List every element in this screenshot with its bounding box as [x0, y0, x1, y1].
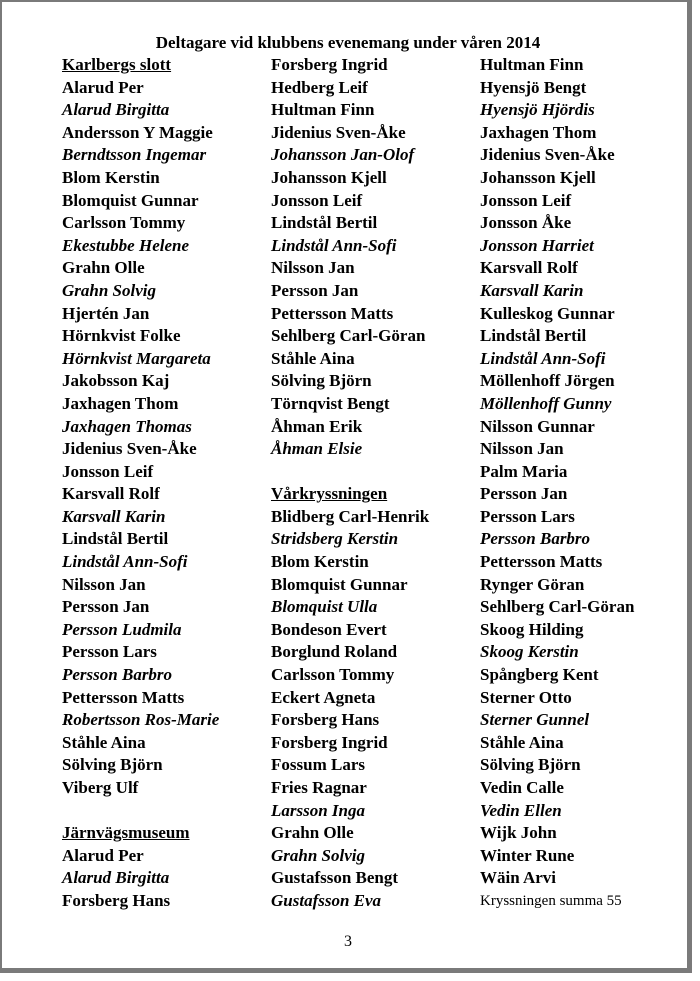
participant-name: Palm Maria: [480, 461, 568, 481]
participant-name: Sehlberg Carl-Göran: [271, 326, 426, 346]
participant-name: Johansson Kjell: [271, 167, 387, 187]
guest-name: Alarud Birgitta: [62, 100, 170, 120]
participant-name: Viberg Ulf: [62, 778, 139, 797]
guest-name: Ekestubbe Helene: [62, 235, 190, 255]
participant-name: Persson Jan: [480, 484, 568, 504]
guest-name: Alarud Birgitta: [62, 868, 170, 888]
guest-name: Blomquist Ulla: [271, 597, 378, 617]
guest-name: Berndtsson Ingemar: [62, 145, 207, 165]
participant-name: Blomquist Gunnar: [62, 190, 199, 210]
participant-name: Jidenius Sven-Åke: [480, 145, 615, 165]
participant-name: Jidenius Sven-Åke: [271, 122, 406, 142]
participant-name: Fries Ragnar: [271, 778, 367, 797]
participant-name: Sehlberg Carl-Göran: [480, 597, 635, 617]
event-heading: Karlbergs slott: [62, 55, 172, 74]
participant-name: Jidenius Sven-Åke: [62, 439, 197, 459]
participant-name: Alarud Per: [62, 77, 144, 97]
participant-name: Hyensjö Bengt: [480, 77, 587, 97]
participant-name: Rynger Göran: [480, 574, 585, 594]
participant-name: Wäin Arvi: [480, 868, 557, 888]
participant-name: Wijk John: [480, 823, 557, 843]
participant-name: Kulleskog Gunnar: [480, 303, 615, 323]
participant-name: Hjertén Jan: [62, 303, 150, 323]
guest-name: Gustafsson Eva: [271, 890, 382, 910]
participant-name: Persson Jan: [62, 597, 150, 617]
participant-name: Spångberg Kent: [480, 665, 599, 685]
participant-name: Sölving Björn: [271, 371, 372, 391]
participant-name: Borglund Roland: [271, 642, 398, 662]
participant-name: Jonsson Åke: [480, 213, 572, 233]
participant-name: Pettersson Matts: [480, 552, 603, 572]
guest-name: Grahn Solvig: [271, 845, 365, 865]
guest-name: Persson Barbro: [480, 529, 591, 549]
participant-name: Blidberg Carl-Henrik: [271, 506, 430, 526]
participant-name: Eckert Agneta: [271, 687, 376, 707]
guest-name: Jonsson Harriet: [480, 235, 594, 255]
participant-name: Blom Kerstin: [62, 167, 160, 187]
participant-column-2: [271, 54, 481, 913]
participant-name: Möllenhoff Jörgen: [480, 371, 615, 391]
guest-name: Jaxhagen Thomas: [62, 416, 192, 436]
guest-name: Lindstål Ann-Sofi: [480, 348, 606, 368]
event-heading: Järnvägsmuseum: [62, 823, 190, 843]
participant-name: Forsberg Hans: [271, 710, 380, 730]
participant-name: Carlsson Tommy: [271, 665, 395, 685]
guest-name: Hyensjö Hjördis: [480, 100, 595, 120]
summary-line: Kryssningen summa 55: [480, 892, 622, 909]
participant-name: Lindstål Bertil: [480, 326, 587, 346]
guest-name: Larsson Inga: [271, 800, 366, 820]
participant-name: Jonsson Leif: [480, 190, 572, 210]
participant-name: Sölving Björn: [62, 755, 163, 775]
participant-name: Blom Kerstin: [271, 552, 369, 572]
participant-name: Hultman Finn: [271, 100, 375, 120]
participant-name: Persson Lars: [62, 642, 157, 662]
participant-name: Carlsson Tommy: [62, 213, 186, 233]
participant-name: Sterner Otto: [480, 687, 572, 707]
participant-name: Alarud Per: [62, 845, 144, 865]
participant-name: Pettersson Matts: [62, 687, 185, 707]
guest-name: Grahn Solvig: [62, 280, 156, 300]
participant-name: Sölving Björn: [480, 755, 581, 775]
guest-name: Johansson Jan-Olof: [271, 145, 415, 165]
participant-name: Jonsson Leif: [62, 461, 154, 481]
event-heading: Vårkryssningen: [271, 484, 388, 504]
participant-name: Blomquist Gunnar: [271, 574, 408, 594]
guest-name: Möllenhoff Gunny: [480, 393, 612, 413]
participant-name: Hörnkvist Folke: [62, 326, 181, 346]
participant-name: Pettersson Matts: [271, 303, 394, 323]
participant-name: Hultman Finn: [480, 55, 584, 74]
guest-name: Lindstål Ann-Sofi: [271, 235, 397, 255]
participant-name: Winter Rune: [480, 845, 575, 865]
participant-name: Johansson Kjell: [480, 167, 596, 187]
participant-name: Nilsson Gunnar: [480, 416, 595, 436]
participant-name: Hedberg Leif: [271, 77, 368, 97]
participant-column-3: [480, 54, 690, 913]
participant-name: Gustafsson Bengt: [271, 868, 399, 888]
guest-name: Lindstål Ann-Sofi: [62, 552, 188, 572]
participant-name: Nilsson Jan: [62, 574, 146, 594]
participant-name: Forsberg Ingrid: [271, 732, 388, 752]
guest-name: Karsvall Karin: [62, 506, 166, 526]
guest-name: Stridsberg Kerstin: [271, 529, 399, 549]
participant-name: Jaxhagen Thom: [480, 122, 597, 142]
participant-name: Bondeson Evert: [271, 619, 387, 639]
guest-name: Hörnkvist Margareta: [62, 348, 211, 368]
guest-name: Åhman Elsie: [271, 439, 363, 459]
participant-name: Persson Lars: [480, 506, 575, 526]
participant-name: Skoog Hilding: [480, 619, 584, 639]
participant-name: Ståhle Aina: [480, 732, 564, 752]
guest-name: Sterner Gunnel: [480, 710, 590, 730]
participant-name: Åhman Erik: [271, 416, 363, 436]
guest-name: Skoog Kerstin: [480, 642, 579, 662]
guest-name: Persson Ludmila: [62, 619, 182, 639]
guest-name: Karsvall Karin: [480, 280, 584, 300]
participant-name: Ståhle Aina: [62, 732, 146, 752]
participant-name: Lindstål Bertil: [62, 529, 169, 549]
participant-name: Jonsson Leif: [271, 190, 363, 210]
participant-name: Grahn Olle: [271, 823, 354, 843]
guest-name: Robertsson Ros-Marie: [62, 710, 220, 730]
participant-name: Ståhle Aina: [271, 348, 355, 368]
participant-name: Nilsson Jan: [480, 439, 564, 459]
participant-name: Lindstål Bertil: [271, 213, 378, 233]
page-number: 3: [344, 933, 352, 950]
participant-name: Andersson Y Maggie: [62, 122, 213, 142]
participant-column-1: [62, 54, 272, 913]
participant-name: Nilsson Jan: [271, 258, 355, 278]
blank-line: [62, 800, 272, 823]
participant-name: Forsberg Ingrid: [271, 55, 388, 74]
participant-name: Karsvall Rolf: [480, 258, 578, 278]
guest-name: Persson Barbro: [62, 665, 173, 685]
guest-name: Vedin Ellen: [480, 800, 562, 820]
participant-name: Törnqvist Bengt: [271, 393, 390, 413]
participant-name: Forsberg Hans: [62, 890, 171, 910]
participant-name: Karsvall Rolf: [62, 484, 160, 504]
participant-name: Jaxhagen Thom: [62, 393, 179, 413]
participant-name: Vedin Calle: [480, 778, 564, 797]
participant-name: Fossum Lars: [271, 755, 365, 775]
blank-line: [271, 461, 481, 484]
participant-name: Persson Jan: [271, 280, 359, 300]
document-title: Deltagare vid klubbens evenemang under våren 2014: [155, 33, 541, 52]
participant-name: Grahn Olle: [62, 258, 145, 278]
participant-name: Jakobsson Kaj: [62, 371, 170, 391]
